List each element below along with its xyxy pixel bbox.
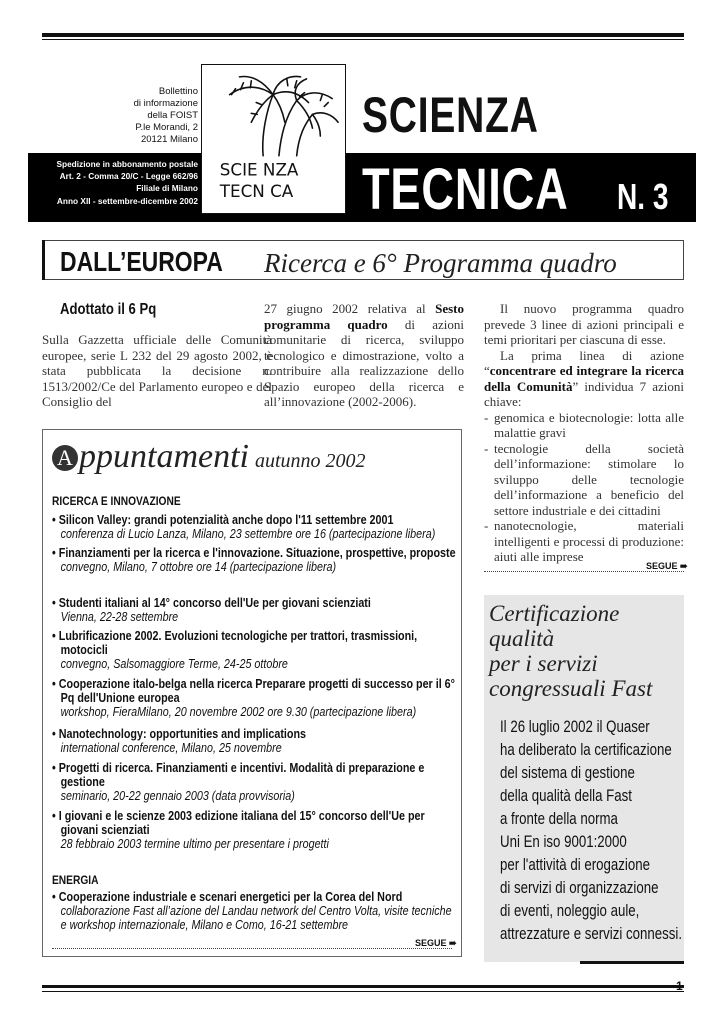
section-subtitle: Ricerca e 6° Programma quadro bbox=[264, 248, 617, 278]
event-detail: international conference, Milano, 25 novembre bbox=[60, 741, 282, 755]
certification-underline bbox=[580, 961, 684, 964]
article-column-2 bbox=[264, 301, 464, 410]
info-line: della FOIST bbox=[147, 110, 198, 121]
text-bold: concentrare ed integrare la ricerca della Comunità bbox=[484, 363, 684, 394]
key-actions-list bbox=[484, 410, 684, 565]
event-item bbox=[52, 809, 456, 851]
publisher-info bbox=[42, 86, 198, 146]
shipping-info bbox=[42, 158, 198, 207]
event-title: • Studenti italiani al 14° concorso dell'Ue per giovani scienziati bbox=[52, 596, 371, 610]
bottom-rule bbox=[42, 985, 684, 988]
logo-text-2: TECN CA bbox=[219, 181, 294, 202]
list-item-text: genomica e biotecnologie: lotta alle malattie gravi bbox=[494, 409, 684, 440]
article-paragraph bbox=[264, 301, 464, 410]
certification-title-line: per i servizi bbox=[489, 651, 598, 676]
event-detail: 28 febbraio 2003 termine ultimo per presentare i progetti bbox=[60, 837, 329, 851]
certification-title bbox=[489, 601, 652, 701]
event-detail: convegno, Salsomaggiore Terme, 24-25 ottobre bbox=[60, 657, 288, 671]
event-item bbox=[52, 727, 456, 755]
certification-line: Il 26 luglio 2002 il Quaser bbox=[500, 717, 650, 736]
certification-line: a fronte della norma bbox=[500, 809, 618, 828]
event-title: • Finanziamenti per la ricerca e l'innovazione. Situazione, prospettive, proposte bbox=[52, 546, 456, 560]
text-run: di azioni comunitarie di ricerca, sviluppo tecnologico e dimostrazione, volto a contribuire alla realizzazione dello Spazio europeo della ricerca e all’innovazione (2002-2006). bbox=[264, 316, 464, 409]
dotted-divider bbox=[52, 948, 452, 949]
certification-line: di eventi, noleggio aule, bbox=[500, 901, 640, 920]
title-scienza: SCIENZA bbox=[362, 87, 539, 143]
certification-line: della qualità della Fast bbox=[500, 786, 632, 805]
info-line: Bollettino bbox=[158, 86, 198, 97]
article-column-3 bbox=[484, 301, 684, 565]
event-detail: workshop, FieraMilano, 20 novembre 2002 ore 9.30 (partecipazione libera) bbox=[60, 705, 417, 719]
appuntamenti-title-text: ppuntamenti bbox=[79, 438, 249, 475]
bottom-rule-thin bbox=[42, 991, 684, 992]
shipping-line: Spedizione in abbonamento postale bbox=[56, 159, 198, 169]
events-section-heading: ENERGIA bbox=[52, 873, 99, 887]
event-item bbox=[52, 677, 456, 719]
event-title: • Cooperazione italo-belga nella ricerca Preparare progetti di successo per il 6° Pq dell'Unione europea bbox=[52, 677, 455, 705]
info-line: P.le Morandi, 2 bbox=[135, 122, 198, 133]
shipping-line: Art. 2 - Comma 20/C - Legge 662/96 bbox=[59, 171, 198, 182]
article-heading: Adottato il 6 Pq bbox=[60, 301, 157, 318]
event-item bbox=[52, 890, 456, 932]
events-section-heading: RICERCA E INNOVAZIONE bbox=[52, 494, 181, 508]
text-run: 27 giugno 2002 relativa al bbox=[264, 301, 436, 316]
certification-title-line: qualità bbox=[489, 626, 555, 651]
certification-line: Uni En iso 9001:2000 bbox=[500, 832, 627, 851]
event-item bbox=[52, 513, 456, 541]
shipping-line: Anno XII - settembre-dicembre 2002 bbox=[56, 195, 198, 206]
palm-tree-icon bbox=[202, 65, 345, 213]
event-item bbox=[52, 546, 456, 574]
appuntamenti-subtitle: autunno 2002 bbox=[254, 450, 366, 472]
palm-logo bbox=[201, 64, 346, 214]
event-title: • Cooperazione industriale e scenari energetici per la Corea del Nord bbox=[52, 890, 403, 904]
certification-line: del sistema di gestione bbox=[500, 763, 635, 782]
certification-body bbox=[500, 715, 682, 945]
certification-title-line: congressuali Fast bbox=[489, 676, 653, 701]
article-paragraph: Il nuovo programma quadro prevede 3 linee di azioni principali e temi prioritari per ciascuna di esse. bbox=[484, 301, 684, 347]
event-detail: Vienna, 22-28 settembre bbox=[60, 610, 179, 624]
certification-line: di servizi di organizzazione bbox=[500, 878, 659, 897]
text-bold: Sesto programma quadro bbox=[264, 301, 464, 332]
event-item bbox=[52, 596, 456, 624]
list-item-text: nanotecnologie, materiali intelligenti e processi di produzione: aiuti alle imprese bbox=[494, 518, 684, 564]
event-title: • Silicon Valley: grandi potenzialità anche dopo l'11 settembre 2001 bbox=[52, 513, 394, 527]
certification-title-line: Certificazione bbox=[489, 601, 620, 626]
top-rule bbox=[42, 33, 684, 37]
list-item-text: tecnologie della società dell’informazione: stimolare lo sviluppo delle tecnologie dell’informazione a beneficio del settore industriale e dei cittadini bbox=[494, 440, 684, 518]
list-item: - genomica e biotecnologie: lotta alle malattie gravi bbox=[484, 409, 684, 440]
issue-number: N. 3 bbox=[617, 176, 669, 217]
europa-header-accent bbox=[42, 240, 45, 280]
event-detail: seminario, 20-22 gennaio 2003 (data provvisoria) bbox=[60, 789, 295, 803]
top-rule-thin bbox=[42, 39, 684, 40]
text-run: ” individua 7 azioni chiave: bbox=[484, 378, 685, 409]
segue-link[interactable]: SEGUE ➠ bbox=[415, 938, 457, 948]
drop-cap: A bbox=[52, 445, 78, 471]
list-item: - tecnologie della società dell’informazione: stimolare lo sviluppo delle tecnologie dell’informazione a beneficio del settore industriale e dei cittadini bbox=[484, 440, 684, 518]
section-title: DALL’EUROPA bbox=[60, 246, 223, 277]
page-number: 1 bbox=[676, 979, 683, 993]
event-item bbox=[52, 629, 456, 671]
text-run: La prima linea di azione “ bbox=[484, 347, 684, 378]
certification-line: attrezzature e servizi connessi. bbox=[500, 924, 683, 943]
title-tecnica: TECNICA bbox=[362, 157, 569, 222]
event-detail: convegno, Milano, 7 ottobre ore 14 (partecipazione libera) bbox=[60, 560, 337, 574]
event-detail: collaborazione Fast all’azione del Landau network del Centro Volta, visite tecniche e workshop internazionale, Milano e Como, 16-21 settembre bbox=[60, 904, 452, 932]
certification-line: ha deliberato la certificazione bbox=[500, 740, 672, 759]
info-line: di informazione bbox=[133, 98, 198, 109]
event-title: • Lubrificazione 2002. Evoluzioni tecnologiche per trattori, trasmissioni, motocicli bbox=[52, 629, 418, 657]
event-detail: conferenza di Lucio Lanza, Milano, 23 settembre ore 16 (partecipazione libera) bbox=[60, 527, 436, 541]
event-title: • I giovani e le scienze 2003 edizione italiana del 15° concorso dell'Ue per giovani scienziati bbox=[52, 809, 425, 837]
article-paragraph bbox=[484, 348, 684, 410]
article-column-1 bbox=[42, 332, 272, 410]
segue-link[interactable]: SEGUE ➠ bbox=[646, 561, 688, 571]
logo-text-1: SCIE NZA bbox=[219, 159, 299, 180]
list-item: - nanotecnologie, materiali intelligenti e processi di produzione: aiuti alle imprese bbox=[484, 518, 684, 564]
event-title: • Nanotechnology: opportunities and implications bbox=[52, 727, 307, 741]
event-item bbox=[52, 761, 456, 803]
event-title: • Progetti di ricerca. Finanziamenti e incentivi. Modalità di preparazione e gestione bbox=[52, 761, 425, 789]
appuntamenti-title bbox=[52, 438, 366, 476]
info-line: 20121 Milano bbox=[140, 134, 198, 145]
article-paragraph: Sulla Gazzetta ufficiale delle Comunità europee, serie L 232 del 29 agosto 2002, è stata pubblicata la decisione n. 1513/2002/Ce del Parlamento europeo e del Consiglio del bbox=[42, 332, 272, 409]
shipping-line: Filiale di Milano bbox=[136, 183, 198, 194]
certification-line: per l'attività di erogazione bbox=[500, 855, 650, 874]
